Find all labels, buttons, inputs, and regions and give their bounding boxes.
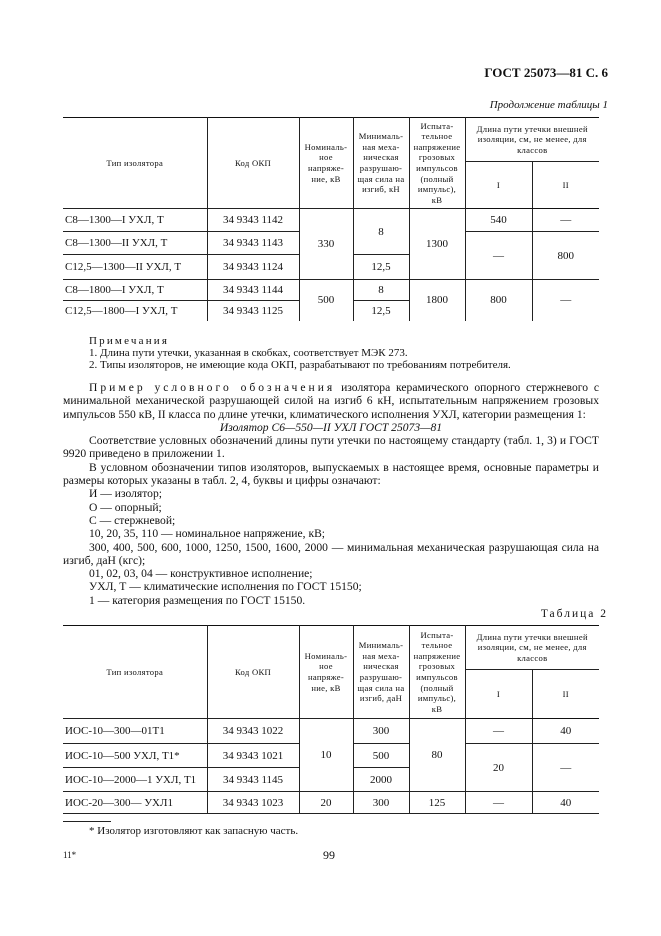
note-1: 1. Длина пути утечки, указанная в скобках, соответствует МЭК 273. [89, 347, 408, 359]
table-cell: 34 9343 1124 [207, 255, 299, 280]
col-header-force: Минималь- ная меха- ническая разрушаю- щая сила на изгиб, даН [353, 626, 409, 719]
table-cell: 34 9343 1023 [207, 792, 299, 814]
table-cell: 1800 [409, 280, 465, 321]
table-cell: С12,5—1300—II УХЛ, Т [63, 255, 207, 280]
table-1 [63, 117, 599, 321]
notes-section [63, 335, 599, 371]
list-item: 300, 400, 500, 600, 1000, 1250, 1500, 1600, 2000 — минимальная механическая разрушающая сила на изгиб, даН (кгс); [63, 540, 599, 567]
example-label: Пример условного обозначения [89, 381, 336, 394]
table-cell: 40 [532, 792, 599, 814]
table-cell: ИОС-10—300—01Т1 [63, 719, 207, 744]
table-cell: — [532, 280, 599, 321]
table-cell: 40 [532, 719, 599, 744]
table-cell: С8—1300—II УХЛ, Т [63, 232, 207, 255]
footnote-divider [63, 821, 111, 822]
table-cell: 800 [465, 280, 532, 321]
table-cell: 8 [353, 280, 409, 301]
table-continuation-label: Продолжение таблицы 1 [489, 99, 608, 111]
col-header-voltage: Номиналь- ное напряже- ние, кВ [299, 626, 353, 719]
table-cell: 12,5 [353, 255, 409, 280]
body-text [63, 381, 599, 607]
table-cell: 34 9343 1145 [207, 768, 299, 792]
col-header-creepage: Длина пути утечки внешней изоляции, см, не менее, для классов [465, 118, 599, 162]
table-cell: — [532, 209, 599, 232]
table-cell: 1300 [409, 209, 465, 280]
table-cell: — [532, 744, 599, 792]
col-header-force: Минималь- ная меха- ническая разрушаю- щая сила на изгиб, кН [353, 118, 409, 209]
table-cell: 2000 [353, 768, 409, 792]
col-header-class-2: II [532, 670, 599, 719]
footnote: * Изолятор изготовляют как запасную часть. [89, 825, 299, 837]
list-item: С — стержневой; [89, 513, 176, 527]
table-cell: 34 9343 1021 [207, 744, 299, 768]
col-header-class-1: I [465, 670, 532, 719]
table-cell: С12,5—1800—I УХЛ, Т [63, 301, 207, 321]
example-text: изолятора керамического опорного стержневого с минимальной механической разрушающей силой на изгиб 6 кН, испытательным напряжением грозовых импульсов 550 кВ, II класса по длине утечки, климатического исполнения УХЛ, категории размещения 1: [63, 381, 599, 421]
table-cell: — [465, 232, 532, 280]
col-header-test-voltage: Испыта- тельное напряжение грозовых импульсов (полный импульс), кВ [409, 626, 465, 719]
table-cell: ИОС-10—2000—1 УХЛ, Т1 [63, 768, 207, 792]
list-item: 1 — категория размещения по ГОСТ 15150. [89, 593, 306, 607]
col-header-voltage: Номиналь- ное напряже- ние, кВ [299, 118, 353, 209]
table-cell: 8 [353, 209, 409, 255]
col-header-type: Тип изолятора [63, 626, 207, 719]
table-cell: — [465, 792, 532, 814]
table-cell: С8—1800—I УХЛ, Т [63, 280, 207, 301]
table-2-caption: Таблица 2 [540, 608, 608, 620]
table-cell: 34 9343 1143 [207, 232, 299, 255]
table-cell: 10 [299, 719, 353, 792]
document-header: ГОСТ 25073—81 С. 6 [484, 65, 608, 80]
col-header-code: Код ОКП [207, 626, 299, 719]
table-cell: 500 [299, 280, 353, 321]
col-header-type: Тип изолятора [63, 118, 207, 209]
table-cell: 300 [353, 719, 409, 744]
example-formula: Изолятор С6—550—II УХЛ ГОСТ 25073—81 [219, 420, 443, 434]
paragraph-2: В условном обозначении типов изоляторов, выпускаемых в настоящее время, основные параметры и размеры которых указаны в табл. 2, 4, буквы и цифры означают: [63, 460, 599, 488]
paragraph-1: Соответствие условных обозначений длины пути утечки по настоящему стандарту (табл. 1, 3) и ГОСТ 9920 приведено в приложении 1. [63, 434, 599, 461]
list-item: 01, 02, 03, 04 — конструктивное исполнение; [89, 567, 313, 581]
table-cell: 34 9343 1022 [207, 719, 299, 744]
table-cell: 34 9343 1142 [207, 209, 299, 232]
col-header-code: Код ОКП [207, 118, 299, 209]
table-cell: ИОС-10—500 УХЛ, Т1* [63, 744, 207, 768]
note-2: 2. Типы изоляторов, не имеющие кода ОКП, разрабатывают по требованиям потребителя. [89, 359, 511, 371]
table-cell: 34 9343 1144 [207, 280, 299, 301]
table-cell: 125 [409, 792, 465, 814]
table-cell: — [465, 719, 532, 744]
list-item: 10, 20, 35, 110 — номинальное напряжение, кВ; [89, 527, 326, 541]
table-cell: 800 [532, 232, 599, 280]
list-item: И — изолятор; [89, 487, 162, 501]
table-cell: 34 9343 1125 [207, 301, 299, 321]
table-cell: 500 [353, 744, 409, 768]
table-cell: 12,5 [353, 301, 409, 321]
table-2 [63, 625, 599, 814]
table-cell: 300 [353, 792, 409, 814]
page-number: 99 [323, 848, 335, 862]
table-cell: С8—1300—I УХЛ, Т [63, 209, 207, 232]
table-cell: 20 [299, 792, 353, 814]
table-cell: 20 [465, 744, 532, 792]
list-item: УХЛ, Т — климатические исполнения по ГОСТ 15150; [89, 580, 362, 594]
col-header-class-2: II [532, 162, 599, 209]
list-item: О — опорный; [89, 500, 162, 514]
table-cell: 540 [465, 209, 532, 232]
table-cell: 330 [299, 209, 353, 280]
col-header-test-voltage: Испыта- тельное напряжение грозовых импульсов (полный импульс), кВ [409, 118, 465, 209]
notes-title: Примечания [89, 335, 170, 347]
table-cell: ИОС-20—300— УХЛ1 [63, 792, 207, 814]
col-header-creepage: Длина пути утечки внешней изоляции, см, не менее, для классов [465, 626, 599, 670]
table-cell: 80 [409, 719, 465, 792]
page-mark: 11* [63, 850, 77, 860]
col-header-class-1: I [465, 162, 532, 209]
